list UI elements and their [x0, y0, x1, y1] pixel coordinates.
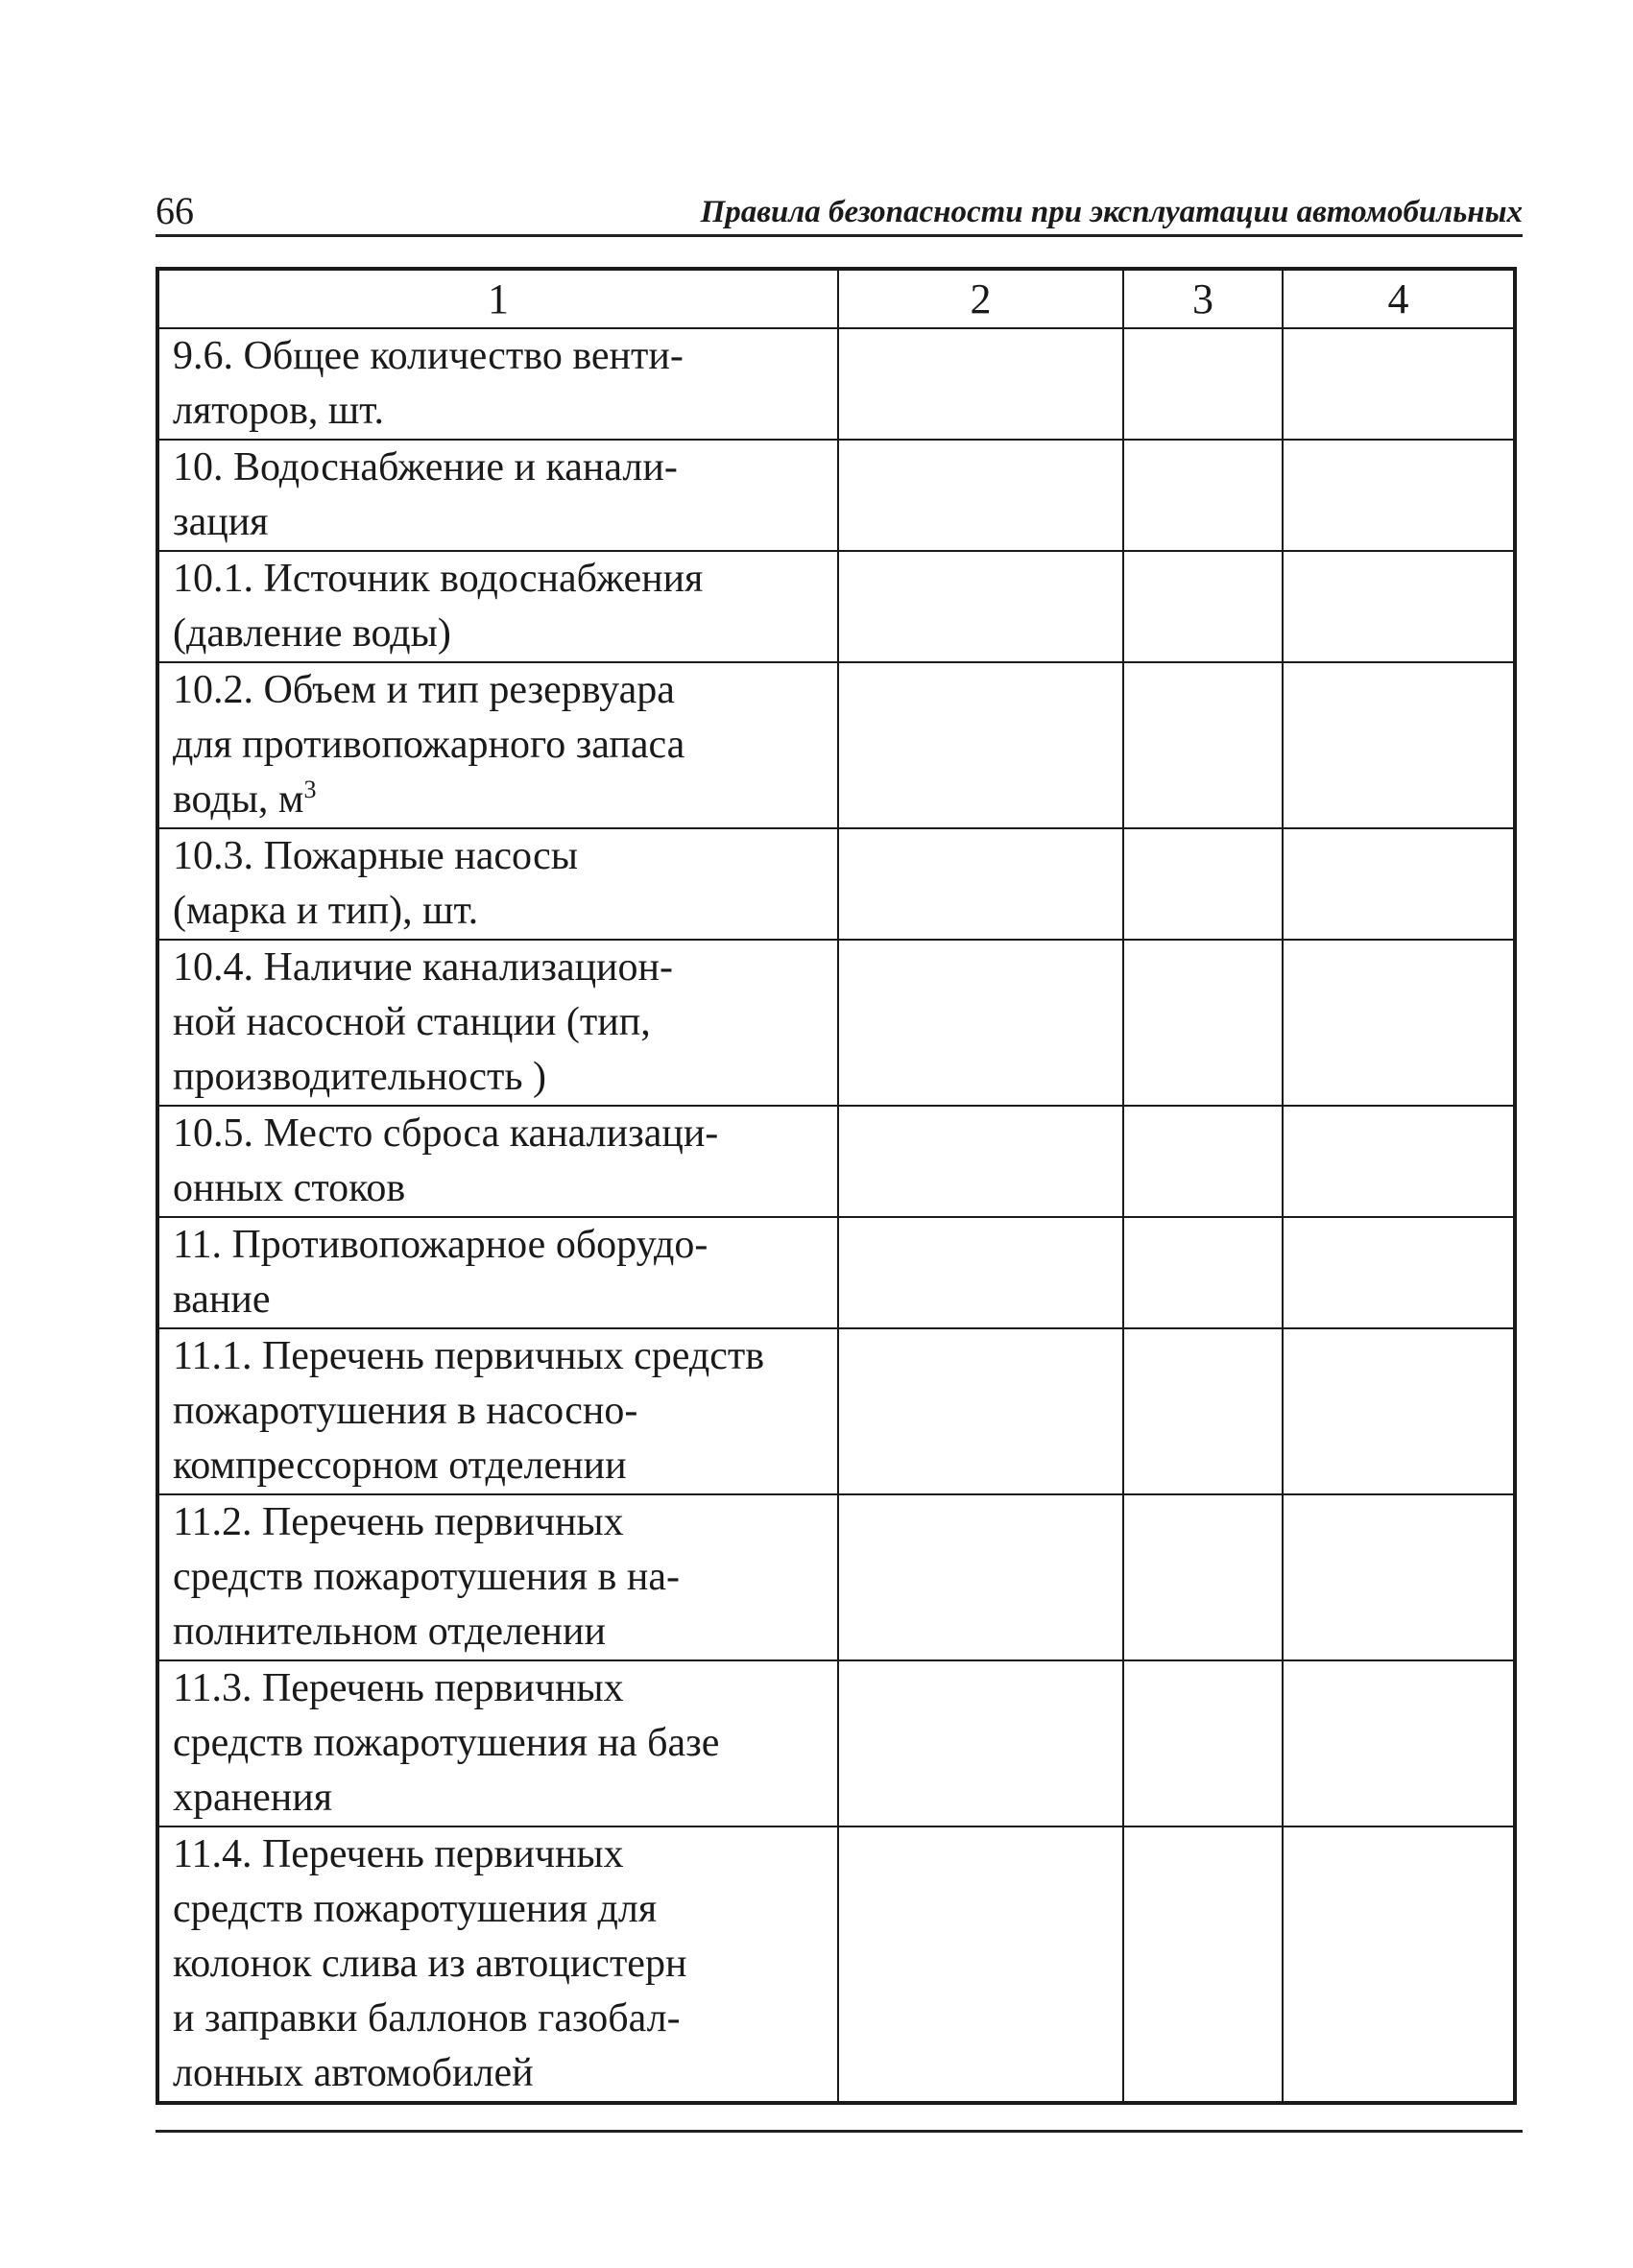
row-label	[159, 1660, 838, 1826]
empty-cell-col3	[1123, 662, 1283, 828]
empty-cell-col4	[1283, 662, 1513, 828]
column-header-4: 4	[1283, 271, 1513, 328]
table-row	[159, 662, 1513, 828]
row-label-line: и заправки баллонов газобал-	[173, 1996, 681, 2041]
row-label	[159, 1494, 838, 1660]
row-label-line: 11.3. Перечень первичных	[173, 1666, 624, 1710]
running-title: Правила безопасности при эксплуатации автомобильных	[700, 195, 1523, 229]
empty-cell-col2	[838, 662, 1123, 828]
table-row	[159, 1494, 1513, 1660]
table-row	[159, 551, 1513, 662]
empty-cell-col3	[1123, 1826, 1283, 2101]
empty-cell-col2	[838, 1660, 1123, 1826]
empty-cell-col3	[1123, 551, 1283, 662]
empty-cell-col2	[838, 440, 1123, 551]
row-label-line: 10. Водоснабжение и канали-	[173, 445, 678, 489]
table-row	[159, 828, 1513, 940]
column-header-2: 2	[838, 271, 1123, 328]
table-row	[159, 328, 1513, 440]
row-label-line: 9.6. Общее количество венти-	[173, 334, 684, 378]
row-label	[159, 1106, 838, 1217]
table-header-row	[159, 271, 1513, 328]
row-label-line: полнительном отделении	[173, 1610, 606, 1654]
table-row	[159, 1328, 1513, 1494]
row-label-line: пожаротушения в насосно-	[173, 1389, 638, 1433]
row-label	[159, 328, 838, 440]
empty-cell-col2	[838, 940, 1123, 1106]
row-label	[159, 551, 838, 662]
row-label-line: компрессорном отделении	[173, 1444, 627, 1488]
empty-cell-col3	[1123, 1660, 1283, 1826]
empty-cell-col3	[1123, 1106, 1283, 1217]
superscript: 3	[303, 776, 317, 803]
empty-cell-col4	[1283, 1328, 1513, 1494]
row-label-line: хранения	[173, 1776, 333, 1820]
empty-cell-col4	[1283, 1826, 1513, 2101]
page-number: 66	[156, 189, 194, 232]
row-label	[159, 662, 838, 828]
empty-cell-col2	[838, 1494, 1123, 1660]
row-label-line: зация	[173, 500, 269, 544]
empty-cell-col3	[1123, 440, 1283, 551]
row-label-line: ной насосной станции (тип,	[173, 1000, 651, 1044]
table-row	[159, 1826, 1513, 2101]
empty-cell-col2	[838, 828, 1123, 940]
empty-cell-col4	[1283, 440, 1513, 551]
table-row	[159, 1106, 1513, 1217]
row-label-line: средств пожаротушения в на-	[173, 1555, 680, 1599]
row-label-line: для противопожарного запаса	[173, 723, 685, 767]
empty-cell-col3	[1123, 328, 1283, 440]
empty-cell-col2	[838, 328, 1123, 440]
column-header-1: 1	[159, 271, 838, 328]
row-label-line: (марка и тип), шт.	[173, 889, 479, 933]
row-label-line: онных стоков	[173, 1166, 406, 1210]
footer-rule	[156, 2130, 1523, 2133]
table-row	[159, 1217, 1513, 1328]
row-label-line: средств пожаротушения на базе	[173, 1721, 720, 1765]
empty-cell-col3	[1123, 828, 1283, 940]
row-label	[159, 828, 838, 940]
table-row	[159, 1660, 1513, 1826]
empty-cell-col4	[1283, 828, 1513, 940]
empty-cell-col2	[838, 1217, 1123, 1328]
table-row	[159, 940, 1513, 1106]
table-body	[159, 328, 1513, 2101]
row-label-line: производительность )	[173, 1055, 546, 1099]
row-label	[159, 940, 838, 1106]
row-label	[159, 1217, 838, 1328]
row-label-line: средств пожаротушения для	[173, 1887, 658, 1931]
empty-cell-col2	[838, 1328, 1123, 1494]
empty-cell-col4	[1283, 328, 1513, 440]
row-label-line: 10.4. Наличие канализацион-	[173, 945, 674, 990]
empty-cell-col4	[1283, 1106, 1513, 1217]
empty-cell-col3	[1123, 1217, 1283, 1328]
empty-cell-col3	[1123, 940, 1283, 1106]
empty-cell-col4	[1283, 551, 1513, 662]
empty-cell-col4	[1283, 940, 1513, 1106]
page-header	[156, 188, 1523, 237]
table-row	[159, 440, 1513, 551]
empty-cell-col4	[1283, 1494, 1513, 1660]
column-header-3: 3	[1123, 271, 1283, 328]
row-label	[159, 440, 838, 551]
row-label-line: 11.4. Перечень первичных	[173, 1832, 624, 1876]
row-label-line: колонок слива из автоцистерн	[173, 1942, 687, 1986]
row-label-line: воды, м	[173, 777, 304, 822]
row-label	[159, 1826, 838, 2101]
row-label-line: ляторов, шт.	[173, 389, 384, 433]
empty-cell-col2	[838, 1106, 1123, 1217]
empty-cell-col3	[1123, 1328, 1283, 1494]
empty-cell-col2	[838, 1826, 1123, 2101]
form-table	[156, 267, 1517, 2105]
row-label-line: 11.2. Перечень первичных	[173, 1500, 624, 1544]
row-label	[159, 1328, 838, 1494]
row-label-line: (давление воды)	[173, 611, 451, 656]
empty-cell-col4	[1283, 1217, 1513, 1328]
row-label-line: 10.2. Объем и тип резервуара	[173, 668, 675, 712]
row-label-line: 10.1. Источник водоснабжения	[173, 557, 704, 601]
row-label-line: 11. Противопожарное оборудо-	[173, 1223, 708, 1267]
empty-cell-col2	[838, 551, 1123, 662]
row-label-line: 11.1. Перечень первичных средств	[173, 1334, 765, 1378]
empty-cell-col3	[1123, 1494, 1283, 1660]
empty-cell-col4	[1283, 1660, 1513, 1826]
row-label-line: 10.5. Место сброса канализаци-	[173, 1111, 719, 1156]
row-label-line: вание	[173, 1277, 271, 1322]
row-label-line: 10.3. Пожарные насосы	[173, 834, 578, 878]
row-label-line: лонных автомобилей	[173, 2051, 534, 2095]
